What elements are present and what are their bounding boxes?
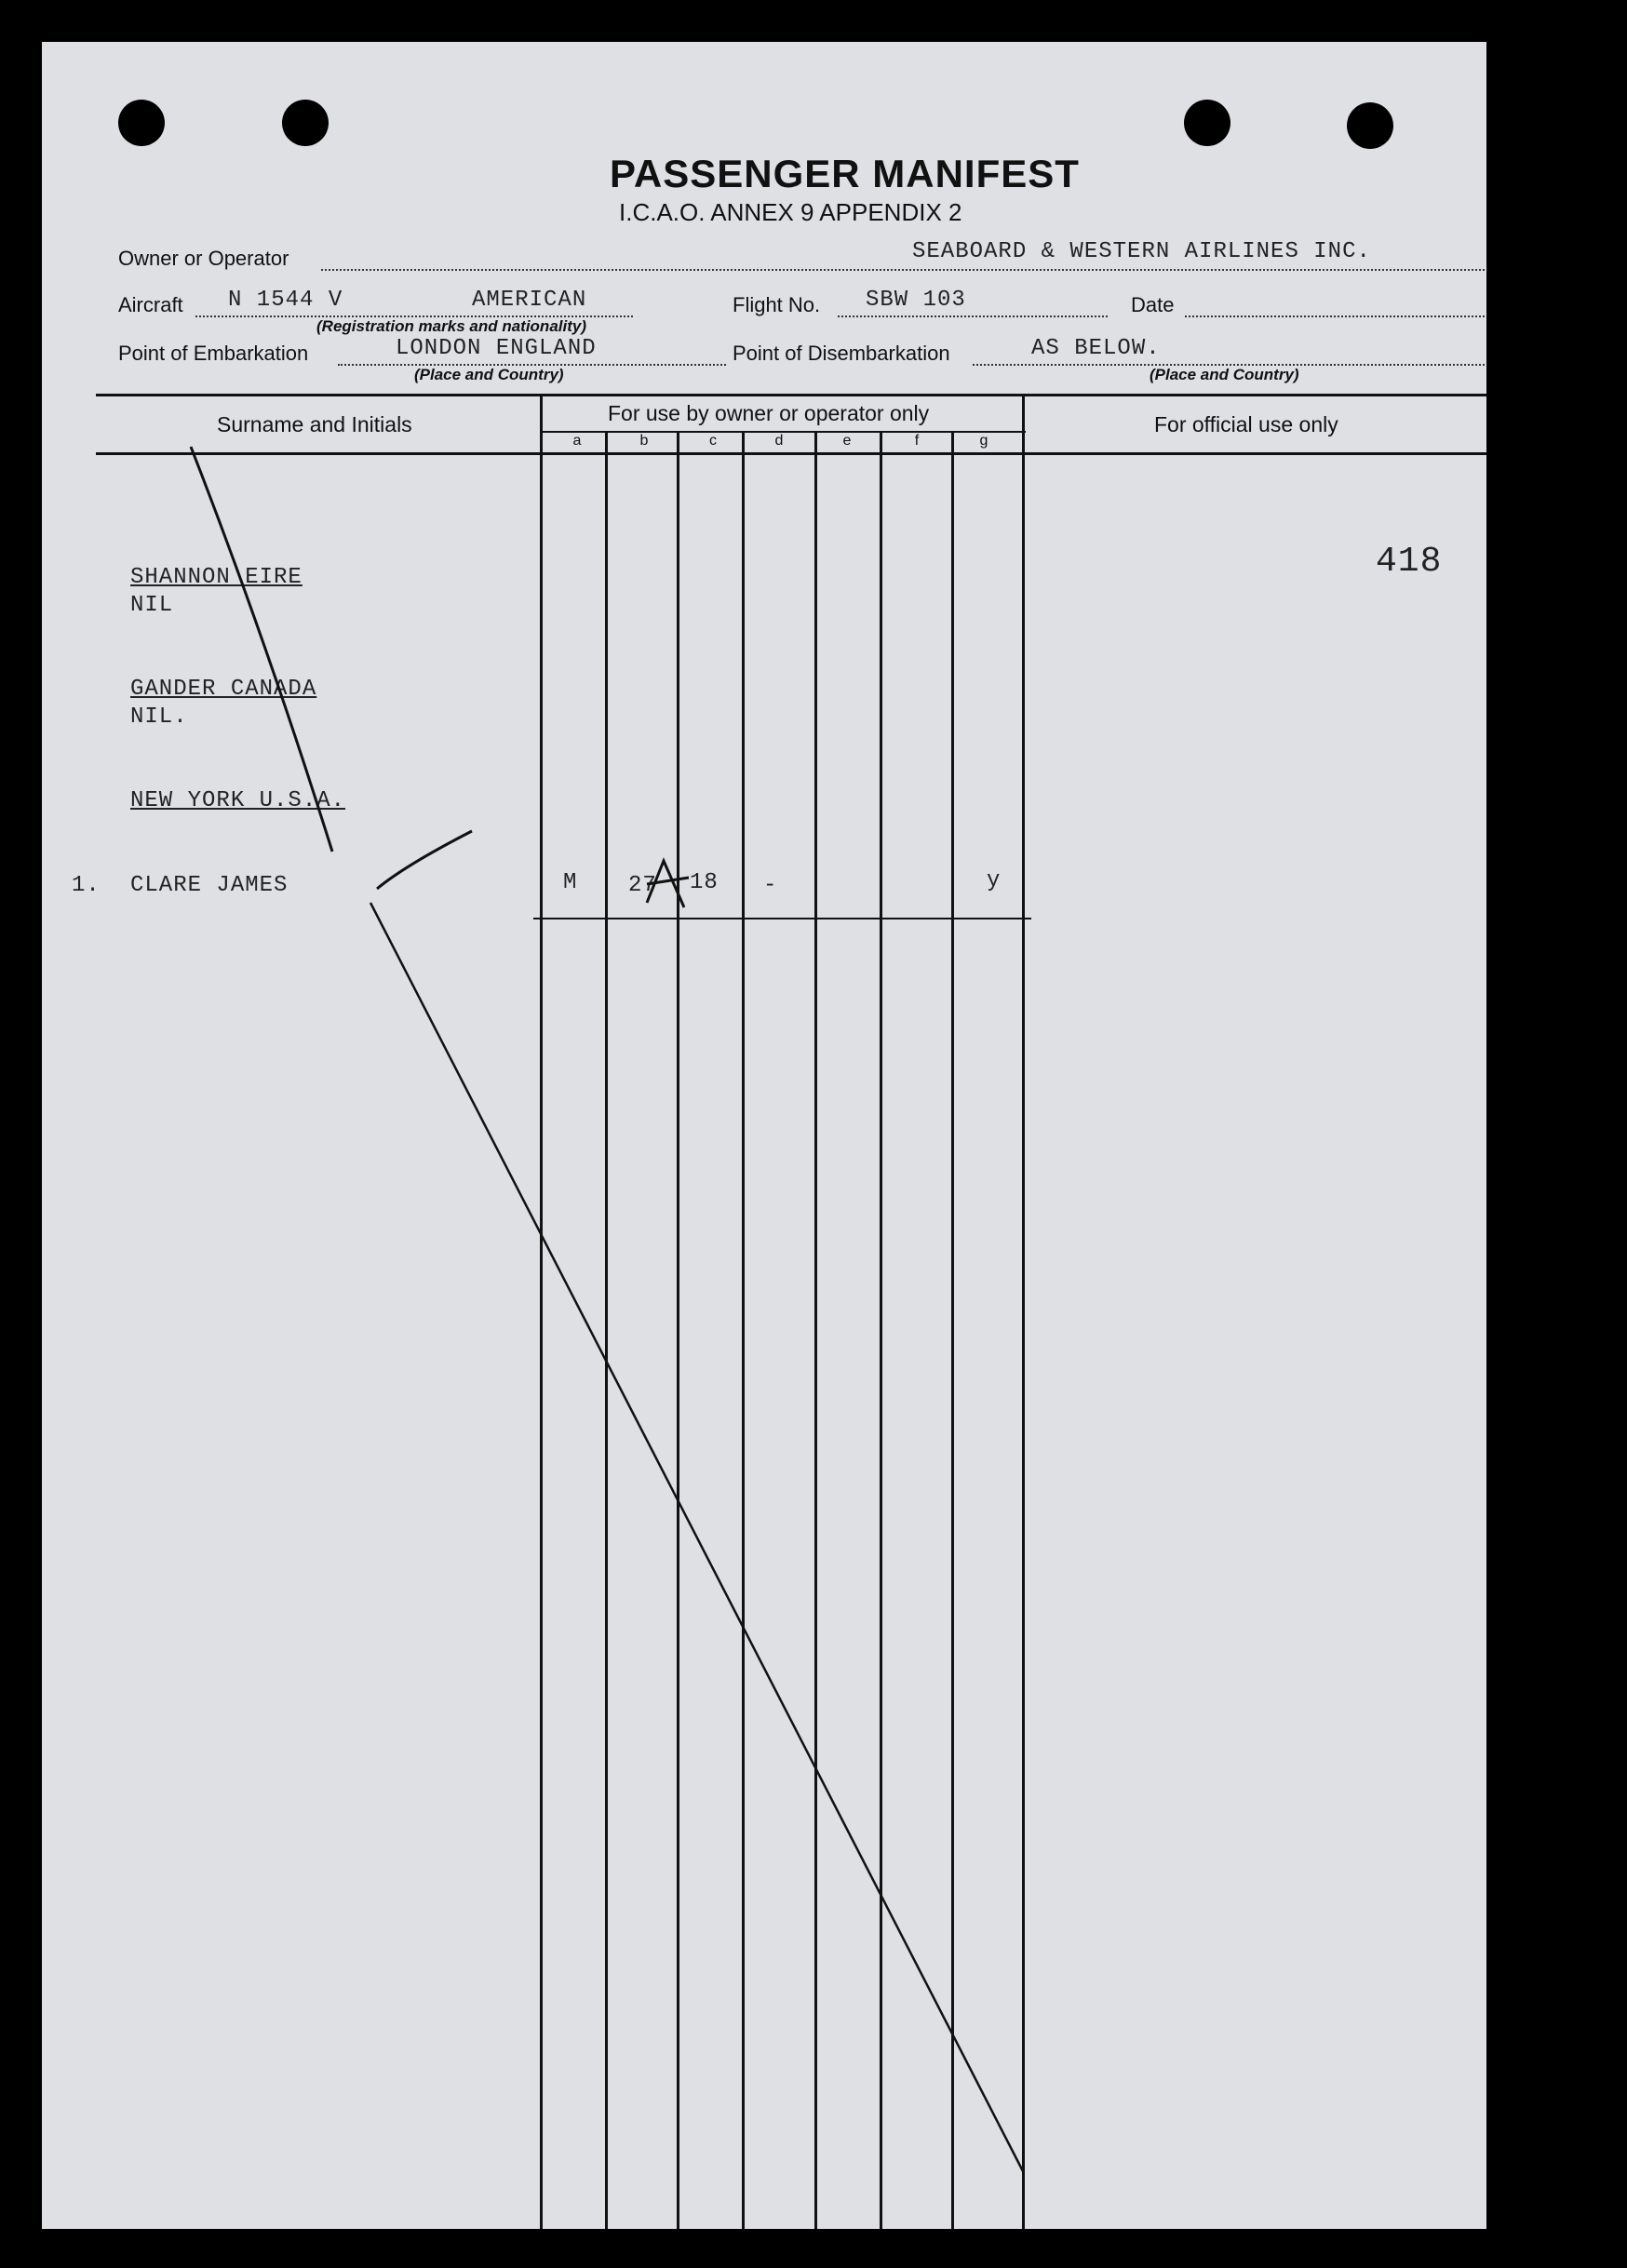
- col-official-header: For official use only: [1154, 412, 1338, 436]
- column-line: [1022, 396, 1025, 2229]
- embarkation-note: (Place and Country): [414, 366, 564, 383]
- col-letter-c: c: [709, 433, 717, 449]
- passenger-number: 1.: [72, 873, 101, 898]
- tick-mark: [377, 831, 472, 889]
- date-label: Date: [1131, 293, 1175, 316]
- column-line: [605, 431, 608, 2229]
- col-letter-g: g: [979, 433, 988, 449]
- embarkation-label: Point of Embarkation: [118, 342, 309, 365]
- disembarkation-value: AS BELOW.: [1031, 336, 1161, 361]
- column-line: [742, 431, 745, 2229]
- passenger-name: CLARE JAMES: [130, 873, 289, 898]
- disembarkation-note: (Place and Country): [1150, 366, 1299, 383]
- manifest-sheet: [42, 42, 1486, 2229]
- column-line: [814, 431, 817, 2229]
- official-number: 418: [1376, 542, 1443, 582]
- stop-place: NEW YORK U.S.A.: [130, 788, 346, 813]
- embarkation-value: LONDON ENGLAND: [396, 336, 597, 361]
- punch-hole: [1184, 100, 1230, 146]
- table-header-rule: [96, 452, 1486, 455]
- passenger-col-d: -: [763, 873, 778, 898]
- col-letter-d: d: [774, 433, 784, 449]
- flight-dotted-line: [838, 315, 1108, 317]
- flight-value: SBW 103: [866, 288, 966, 313]
- flight-label: Flight No.: [733, 293, 821, 316]
- passenger-col-a: M: [563, 870, 578, 895]
- page-title: PASSENGER MANIFEST: [610, 152, 1080, 195]
- column-line: [540, 396, 543, 2229]
- column-line: [880, 431, 882, 2229]
- punch-hole: [282, 100, 329, 146]
- disembarkation-label: Point of Disembarkation: [733, 342, 950, 365]
- page-subtitle: I.C.A.O. ANNEX 9 APPENDIX 2: [619, 198, 962, 226]
- aircraft-note: (Registration marks and nationality): [316, 317, 586, 335]
- col-letter-f: f: [914, 433, 920, 449]
- column-line: [951, 431, 954, 2229]
- col-surname-header: Surname and Initials: [217, 412, 412, 436]
- stop-place: SHANNON EIRE: [130, 565, 303, 590]
- diagonal-cancel-stroke: [370, 903, 1024, 2173]
- passenger-col-c: 18: [690, 870, 719, 895]
- punch-hole: [1347, 102, 1393, 149]
- aircraft-registration: N 1544 V: [228, 288, 343, 313]
- stop-note: NIL: [130, 593, 174, 618]
- passenger-col-g: y: [987, 868, 1002, 893]
- aircraft-label: Aircraft: [118, 293, 183, 316]
- column-line: [677, 431, 679, 2229]
- table-top-rule: [96, 394, 1486, 396]
- stop-place: GANDER CANADA: [130, 677, 317, 702]
- col-letter-e: e: [842, 433, 852, 449]
- passenger-row-rule: [533, 918, 1031, 919]
- col-letter-b: b: [639, 433, 649, 449]
- col-letter-a: a: [572, 433, 582, 449]
- owner-dotted-line: [321, 269, 1485, 271]
- stop-note: NIL.: [130, 705, 188, 730]
- aircraft-nationality: AMERICAN: [472, 288, 587, 313]
- col-owner-use-header: For use by owner or operator only: [608, 401, 930, 425]
- passenger-col-b: 27: [628, 873, 657, 898]
- owner-label: Owner or Operator: [118, 247, 289, 270]
- date-dotted-line: [1185, 315, 1485, 317]
- punch-hole: [118, 100, 165, 146]
- owner-value: SEABOARD & WESTERN AIRLINES INC.: [912, 239, 1371, 264]
